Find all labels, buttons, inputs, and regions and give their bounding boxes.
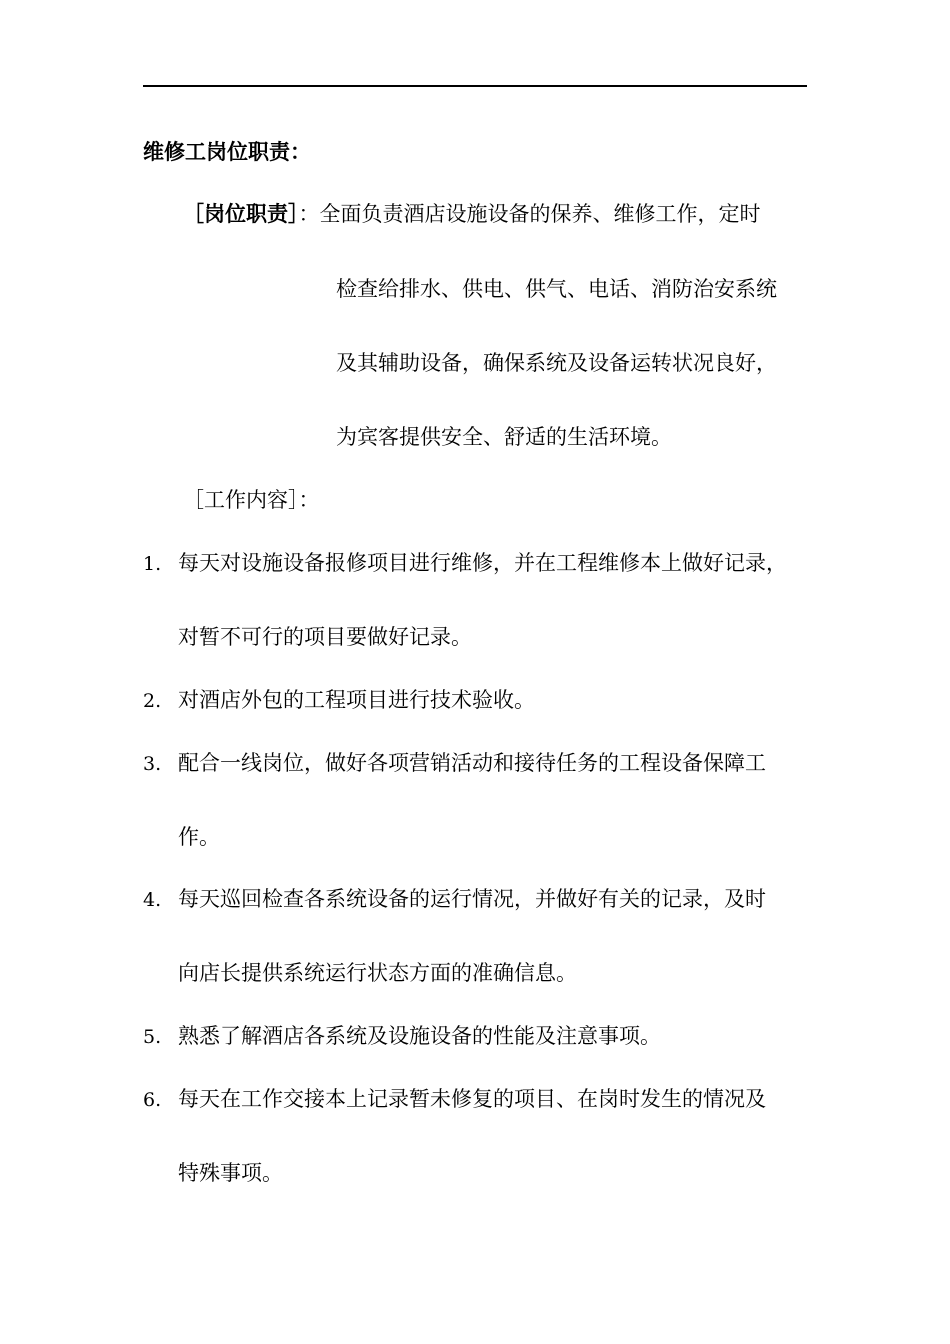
list-item-line: 对暂不可行的项目要做好记录。	[178, 625, 472, 649]
duty-heading	[183, 200, 761, 228]
duty-colon: ：	[298, 202, 320, 226]
list-item-line: 向店长提供系统运行状态方面的准确信息。	[178, 961, 577, 985]
page-title: 维修工岗位职责：	[143, 139, 311, 164]
list-item-line: 每天巡回检查各系统设备的运行情况，并做好有关的记录，及时	[178, 887, 766, 911]
work-heading: ［工作内容］：	[183, 488, 320, 512]
duty-label: ［岗位职责］	[183, 201, 299, 226]
duty-line-1: 全面负责酒店设施设备的保养、维修工作，定时	[319, 202, 761, 226]
duty-line-4: 为宾客提供安全、舒适的生活环境。	[336, 425, 672, 449]
list-item-line: 对酒店外包的工程项目进行技术验收。	[178, 688, 535, 712]
list-item-number: 4.	[143, 889, 162, 911]
list-item-number: 5.	[143, 1026, 162, 1048]
list-item-number: 3.	[143, 753, 162, 775]
duty-line-2: 检查给排水、供电、供气、电话、消防治安系统	[336, 277, 777, 301]
list-item-line: 特殊事项。	[178, 1161, 283, 1185]
list-item-line: 熟悉了解酒店各系统及设施设备的性能及注意事项。	[178, 1024, 661, 1048]
list-item-line: 作。	[178, 825, 220, 849]
list-item-line: 每天在工作交接本上记录暂未修复的项目、在岗时发生的情况及	[178, 1087, 766, 1111]
duty-line-3: 及其辅助设备，确保系统及设备运转状况良好，	[336, 351, 777, 375]
list-item-number: 1.	[143, 553, 162, 575]
list-item-line: 配合一线岗位，做好各项营销活动和接待任务的工程设备保障工	[178, 751, 766, 775]
header-rule	[143, 85, 807, 87]
list-item-line: 每天对设施设备报修项目进行维修，并在工程维修本上做好记录，	[178, 551, 787, 575]
list-item-number: 6.	[143, 1089, 162, 1111]
list-item-number: 2.	[143, 690, 162, 712]
